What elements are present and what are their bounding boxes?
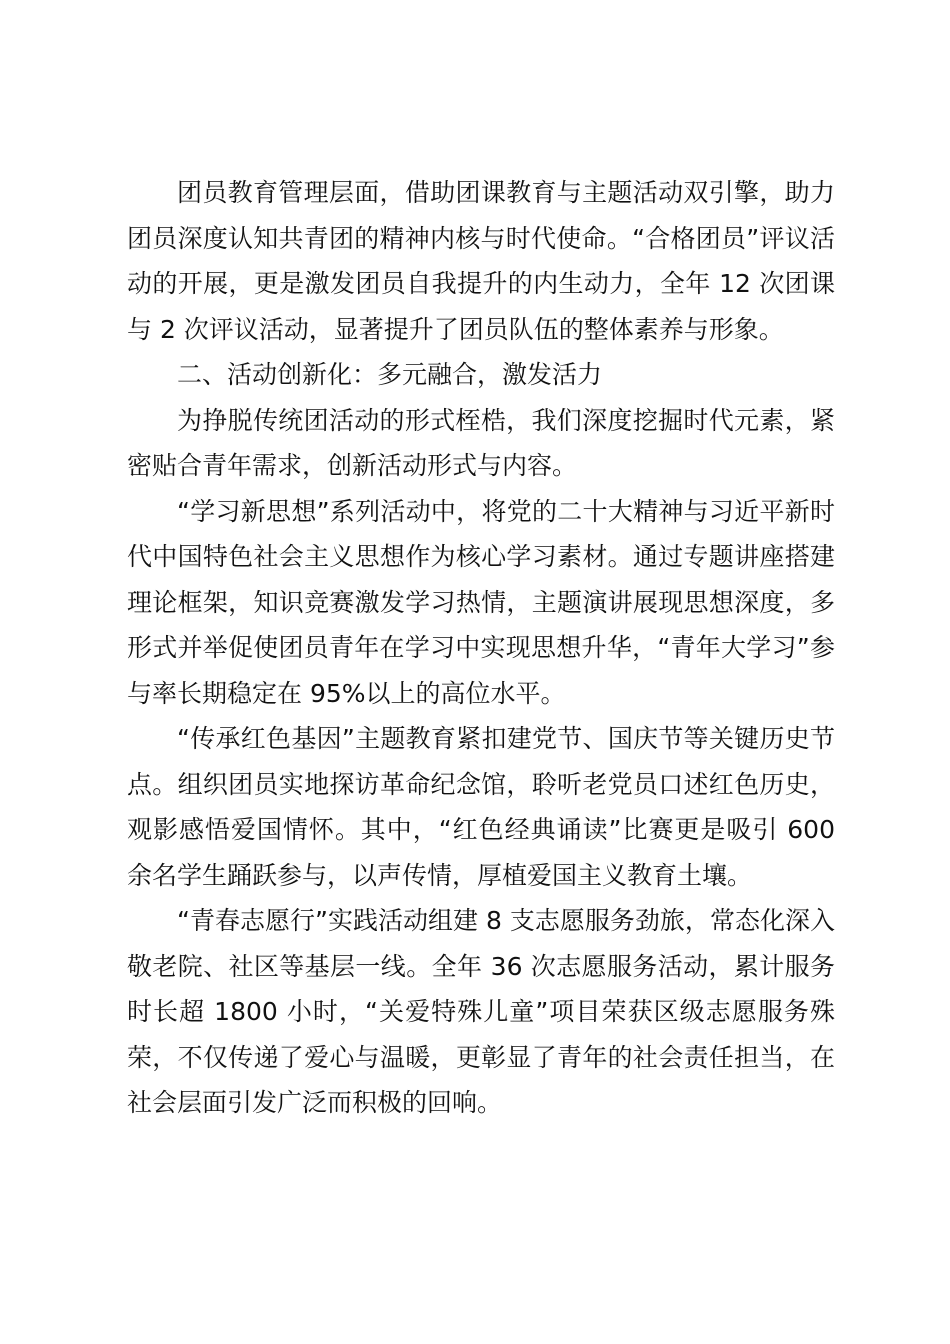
paragraph-innovation-intro: 为挣脱传统团活动的形式桎梏，我们深度挖掘时代元素，紧密贴合青年需求，创新活动形式与内容。 — [127, 405, 835, 480]
section-heading-activity-innovation: 二、活动创新化：多元融合，激发活力 — [177, 360, 603, 389]
document-body — [127, 170, 835, 1126]
paragraph-youth-volunteer: “青春志愿行”实践活动组建 8 支志愿服务劲旅，常态化深入敬老院、社区等基层一线。全年 36 次志愿服务活动，累计服务时长超 1800 小时，“关爱特殊儿童”项目荣获区级志愿服务殊荣，不仅传递了爱心与温暖，更彰显了青年的社会责任担当，在社会层面引发广泛而积极的回响。 — [127, 906, 835, 1117]
paragraph-study-new-thought: “学习新思想”系列活动中，将党的二十大精神与习近平新时代中国特色社会主义思想作为核心学习素材。通过专题讲座搭建理论框架，知识竞赛激发学习热情，主题演讲展现思想深度，多形式并举促使团员青年在学习中实现思想升华，“青年大学习”参与率长期稳定在 95%以上的高位水平。 — [127, 496, 835, 708]
paragraph-red-gene: “传承红色基因”主题教育紧扣建党节、国庆节等关键历史节点。组织团员实地探访革命纪念馆，聆听老党员口述红色历史，观影感悟爱国情怀。其中，“红色经典诵读”比赛更是吸引 600 余名学生踊跃参与，以声传情，厚植爱国主义教育土壤。 — [127, 724, 835, 890]
paragraph-team-education: 团员教育管理层面，借助团课教育与主题活动双引擎，助力团员深度认知共青团的精神内核与时代使命。“合格团员”评议活动的开展，更是激发团员自我提升的内生动力，全年 12 次团课与 2 次评议活动，显著提升了团员队伍的整体素养与形象。 — [127, 178, 835, 344]
